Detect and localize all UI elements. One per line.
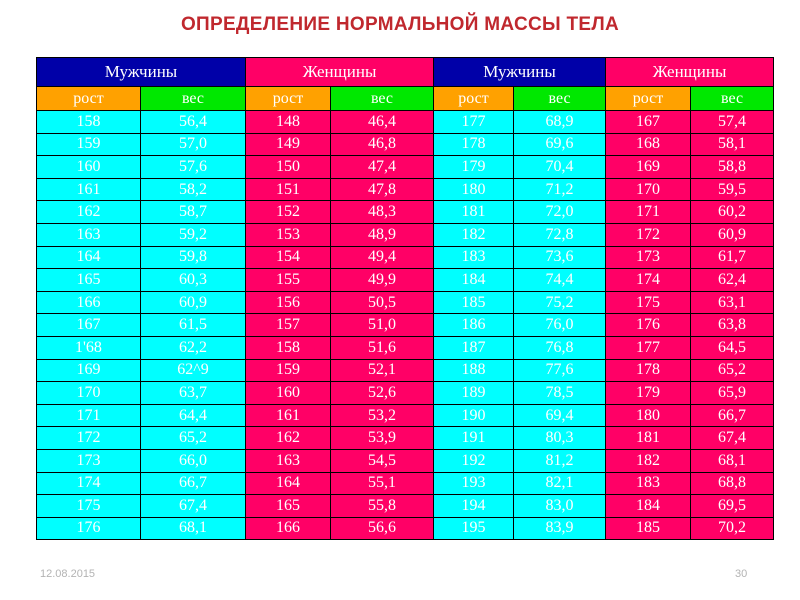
men-weight-cell: 73,6 [514, 246, 606, 269]
column-header-weight: вес [514, 87, 606, 111]
women-weight-cell: 46,8 [331, 133, 434, 156]
men-weight-cell: 67,4 [141, 495, 246, 518]
men-height-cell: 158 [37, 111, 141, 134]
men-height-cell: 188 [434, 359, 514, 382]
women-height-cell: 166 [246, 517, 331, 540]
table-row [37, 246, 774, 269]
men-height-cell: 165 [37, 269, 141, 292]
women-height-cell: 151 [246, 178, 331, 201]
women-weight-cell: 52,1 [331, 359, 434, 382]
men-weight-cell: 62^9 [141, 359, 246, 382]
men-height-cell: 193 [434, 472, 514, 495]
men-height-cell: 189 [434, 382, 514, 405]
women-weight-cell: 56,6 [331, 517, 434, 540]
men-weight-cell: 57,0 [141, 133, 246, 156]
women-height-cell: 149 [246, 133, 331, 156]
men-height-cell: 185 [434, 291, 514, 314]
men-weight-cell: 72,8 [514, 223, 606, 246]
women-height-cell: 173 [606, 246, 691, 269]
table-row [37, 133, 774, 156]
column-header-row [37, 87, 774, 111]
men-weight-cell: 59,8 [141, 246, 246, 269]
men-height-cell: 191 [434, 427, 514, 450]
men-height-cell: 175 [37, 495, 141, 518]
men-weight-cell: 63,7 [141, 382, 246, 405]
footer-page-number: 30 [735, 568, 748, 580]
men-weight-cell: 61,5 [141, 314, 246, 337]
men-weight-cell: 66,0 [141, 449, 246, 472]
women-height-cell: 165 [246, 495, 331, 518]
group-header-men: Мужчины [37, 58, 246, 87]
women-height-cell: 184 [606, 495, 691, 518]
column-header-height: рост [606, 87, 691, 111]
women-height-cell: 169 [606, 156, 691, 179]
women-height-cell: 153 [246, 223, 331, 246]
men-height-cell: 164 [37, 246, 141, 269]
men-height-cell: 187 [434, 336, 514, 359]
women-height-cell: 179 [606, 382, 691, 405]
women-weight-cell: 55,1 [331, 472, 434, 495]
table-row [37, 382, 774, 405]
women-height-cell: 178 [606, 359, 691, 382]
men-weight-cell: 56,4 [141, 111, 246, 134]
column-header-height: рост [37, 87, 141, 111]
men-height-cell: 179 [434, 156, 514, 179]
table-row [37, 314, 774, 337]
table-row [37, 178, 774, 201]
table-row [37, 449, 774, 472]
men-weight-cell: 69,4 [514, 404, 606, 427]
group-header-men: Мужчины [434, 58, 606, 87]
women-height-cell: 176 [606, 314, 691, 337]
table-row [37, 223, 774, 246]
women-weight-cell: 53,2 [331, 404, 434, 427]
men-height-cell: 160 [37, 156, 141, 179]
table-row [37, 427, 774, 450]
men-height-cell: 182 [434, 223, 514, 246]
women-height-cell: 150 [246, 156, 331, 179]
men-height-cell: 171 [37, 404, 141, 427]
men-height-cell: 169 [37, 359, 141, 382]
women-height-cell: 170 [606, 178, 691, 201]
men-weight-cell: 82,1 [514, 472, 606, 495]
men-weight-cell: 62,2 [141, 336, 246, 359]
men-height-cell: 180 [434, 178, 514, 201]
men-height-cell: 167 [37, 314, 141, 337]
women-weight-cell: 58,8 [691, 156, 774, 179]
men-weight-cell: 83,9 [514, 517, 606, 540]
column-header-weight: вес [141, 87, 246, 111]
table-row [37, 336, 774, 359]
women-height-cell: 175 [606, 291, 691, 314]
men-weight-cell: 58,2 [141, 178, 246, 201]
women-weight-cell: 60,2 [691, 201, 774, 224]
table-row [37, 472, 774, 495]
men-height-cell: 170 [37, 382, 141, 405]
men-weight-cell: 60,3 [141, 269, 246, 292]
men-weight-cell: 71,2 [514, 178, 606, 201]
column-header-height: рост [246, 87, 331, 111]
men-weight-cell: 72,0 [514, 201, 606, 224]
group-header-row [37, 58, 774, 87]
women-weight-cell: 52,6 [331, 382, 434, 405]
women-weight-cell: 65,9 [691, 382, 774, 405]
men-height-cell: 177 [434, 111, 514, 134]
women-weight-cell: 64,5 [691, 336, 774, 359]
footer-date: 12.08.2015 [40, 568, 96, 580]
column-header-height: рост [434, 87, 514, 111]
men-weight-cell: 66,7 [141, 472, 246, 495]
women-weight-cell: 68,1 [691, 449, 774, 472]
women-weight-cell: 62,4 [691, 269, 774, 292]
women-weight-cell: 48,9 [331, 223, 434, 246]
women-weight-cell: 61,7 [691, 246, 774, 269]
men-weight-cell: 58,7 [141, 201, 246, 224]
men-height-cell: 181 [434, 201, 514, 224]
men-weight-cell: 59,2 [141, 223, 246, 246]
table-row [37, 269, 774, 292]
women-weight-cell: 55,8 [331, 495, 434, 518]
women-weight-cell: 47,4 [331, 156, 434, 179]
women-height-cell: 157 [246, 314, 331, 337]
women-height-cell: 159 [246, 359, 331, 382]
women-height-cell: 148 [246, 111, 331, 134]
women-height-cell: 177 [606, 336, 691, 359]
women-weight-cell: 53,9 [331, 427, 434, 450]
table-row [37, 156, 774, 179]
men-height-cell: 183 [434, 246, 514, 269]
table-row [37, 517, 774, 540]
table-row [37, 111, 774, 134]
women-height-cell: 183 [606, 472, 691, 495]
men-weight-cell: 65,2 [141, 427, 246, 450]
women-height-cell: 152 [246, 201, 331, 224]
women-weight-cell: 67,4 [691, 427, 774, 450]
table-row [37, 495, 774, 518]
women-height-cell: 156 [246, 291, 331, 314]
men-height-cell: 172 [37, 427, 141, 450]
men-weight-cell: 70,4 [514, 156, 606, 179]
women-weight-cell: 49,9 [331, 269, 434, 292]
men-weight-cell: 78,5 [514, 382, 606, 405]
table-row [37, 201, 774, 224]
women-height-cell: 155 [246, 269, 331, 292]
men-height-cell: 178 [434, 133, 514, 156]
women-height-cell: 161 [246, 404, 331, 427]
women-weight-cell: 70,2 [691, 517, 774, 540]
women-weight-cell: 66,7 [691, 404, 774, 427]
men-height-cell: 173 [37, 449, 141, 472]
women-weight-cell: 48,3 [331, 201, 434, 224]
column-header-weight: вес [331, 87, 434, 111]
women-weight-cell: 58,1 [691, 133, 774, 156]
men-height-cell: 159 [37, 133, 141, 156]
men-weight-cell: 75,2 [514, 291, 606, 314]
men-height-cell: 186 [434, 314, 514, 337]
women-height-cell: 163 [246, 449, 331, 472]
men-height-cell: 162 [37, 201, 141, 224]
men-weight-cell: 64,4 [141, 404, 246, 427]
women-weight-cell: 60,9 [691, 223, 774, 246]
women-height-cell: 158 [246, 336, 331, 359]
men-weight-cell: 68,9 [514, 111, 606, 134]
women-height-cell: 164 [246, 472, 331, 495]
women-weight-cell: 51,0 [331, 314, 434, 337]
page-title: ОПРЕДЕЛЕНИЕ НОРМАЛЬНОЙ МАССЫ ТЕЛА [180, 14, 620, 35]
men-weight-cell: 74,4 [514, 269, 606, 292]
men-height-cell: 176 [37, 517, 141, 540]
men-weight-cell: 68,1 [141, 517, 246, 540]
women-height-cell: 154 [246, 246, 331, 269]
women-weight-cell: 63,8 [691, 314, 774, 337]
men-weight-cell: 57,6 [141, 156, 246, 179]
women-height-cell: 182 [606, 449, 691, 472]
men-weight-cell: 76,8 [514, 336, 606, 359]
men-height-cell: 194 [434, 495, 514, 518]
women-height-cell: 162 [246, 427, 331, 450]
women-weight-cell: 50,5 [331, 291, 434, 314]
men-height-cell: 161 [37, 178, 141, 201]
men-weight-cell: 83,0 [514, 495, 606, 518]
table-row [37, 291, 774, 314]
men-weight-cell: 77,6 [514, 359, 606, 382]
women-height-cell: 171 [606, 201, 691, 224]
women-height-cell: 174 [606, 269, 691, 292]
group-header-women: Женщины [606, 58, 774, 87]
women-height-cell: 168 [606, 133, 691, 156]
women-weight-cell: 68,8 [691, 472, 774, 495]
men-height-cell: 190 [434, 404, 514, 427]
women-weight-cell: 57,4 [691, 111, 774, 134]
women-height-cell: 160 [246, 382, 331, 405]
women-weight-cell: 63,1 [691, 291, 774, 314]
men-weight-cell: 81,2 [514, 449, 606, 472]
women-weight-cell: 59,5 [691, 178, 774, 201]
men-weight-cell: 76,0 [514, 314, 606, 337]
women-weight-cell: 51,6 [331, 336, 434, 359]
table-row [37, 359, 774, 382]
women-height-cell: 180 [606, 404, 691, 427]
women-weight-cell: 69,5 [691, 495, 774, 518]
body-mass-table [36, 57, 774, 540]
women-height-cell: 185 [606, 517, 691, 540]
men-height-cell: 166 [37, 291, 141, 314]
women-weight-cell: 46,4 [331, 111, 434, 134]
men-height-cell: 174 [37, 472, 141, 495]
men-height-cell: 192 [434, 449, 514, 472]
women-weight-cell: 47,8 [331, 178, 434, 201]
men-height-cell: 184 [434, 269, 514, 292]
men-weight-cell: 80,3 [514, 427, 606, 450]
women-height-cell: 172 [606, 223, 691, 246]
group-header-women: Женщины [246, 58, 434, 87]
women-height-cell: 167 [606, 111, 691, 134]
women-weight-cell: 49,4 [331, 246, 434, 269]
men-weight-cell: 60,9 [141, 291, 246, 314]
women-height-cell: 181 [606, 427, 691, 450]
men-height-cell: 195 [434, 517, 514, 540]
men-height-cell: 1'68 [37, 336, 141, 359]
men-weight-cell: 69,6 [514, 133, 606, 156]
table-row [37, 404, 774, 427]
column-header-weight: вес [691, 87, 774, 111]
men-height-cell: 163 [37, 223, 141, 246]
women-weight-cell: 65,2 [691, 359, 774, 382]
women-weight-cell: 54,5 [331, 449, 434, 472]
